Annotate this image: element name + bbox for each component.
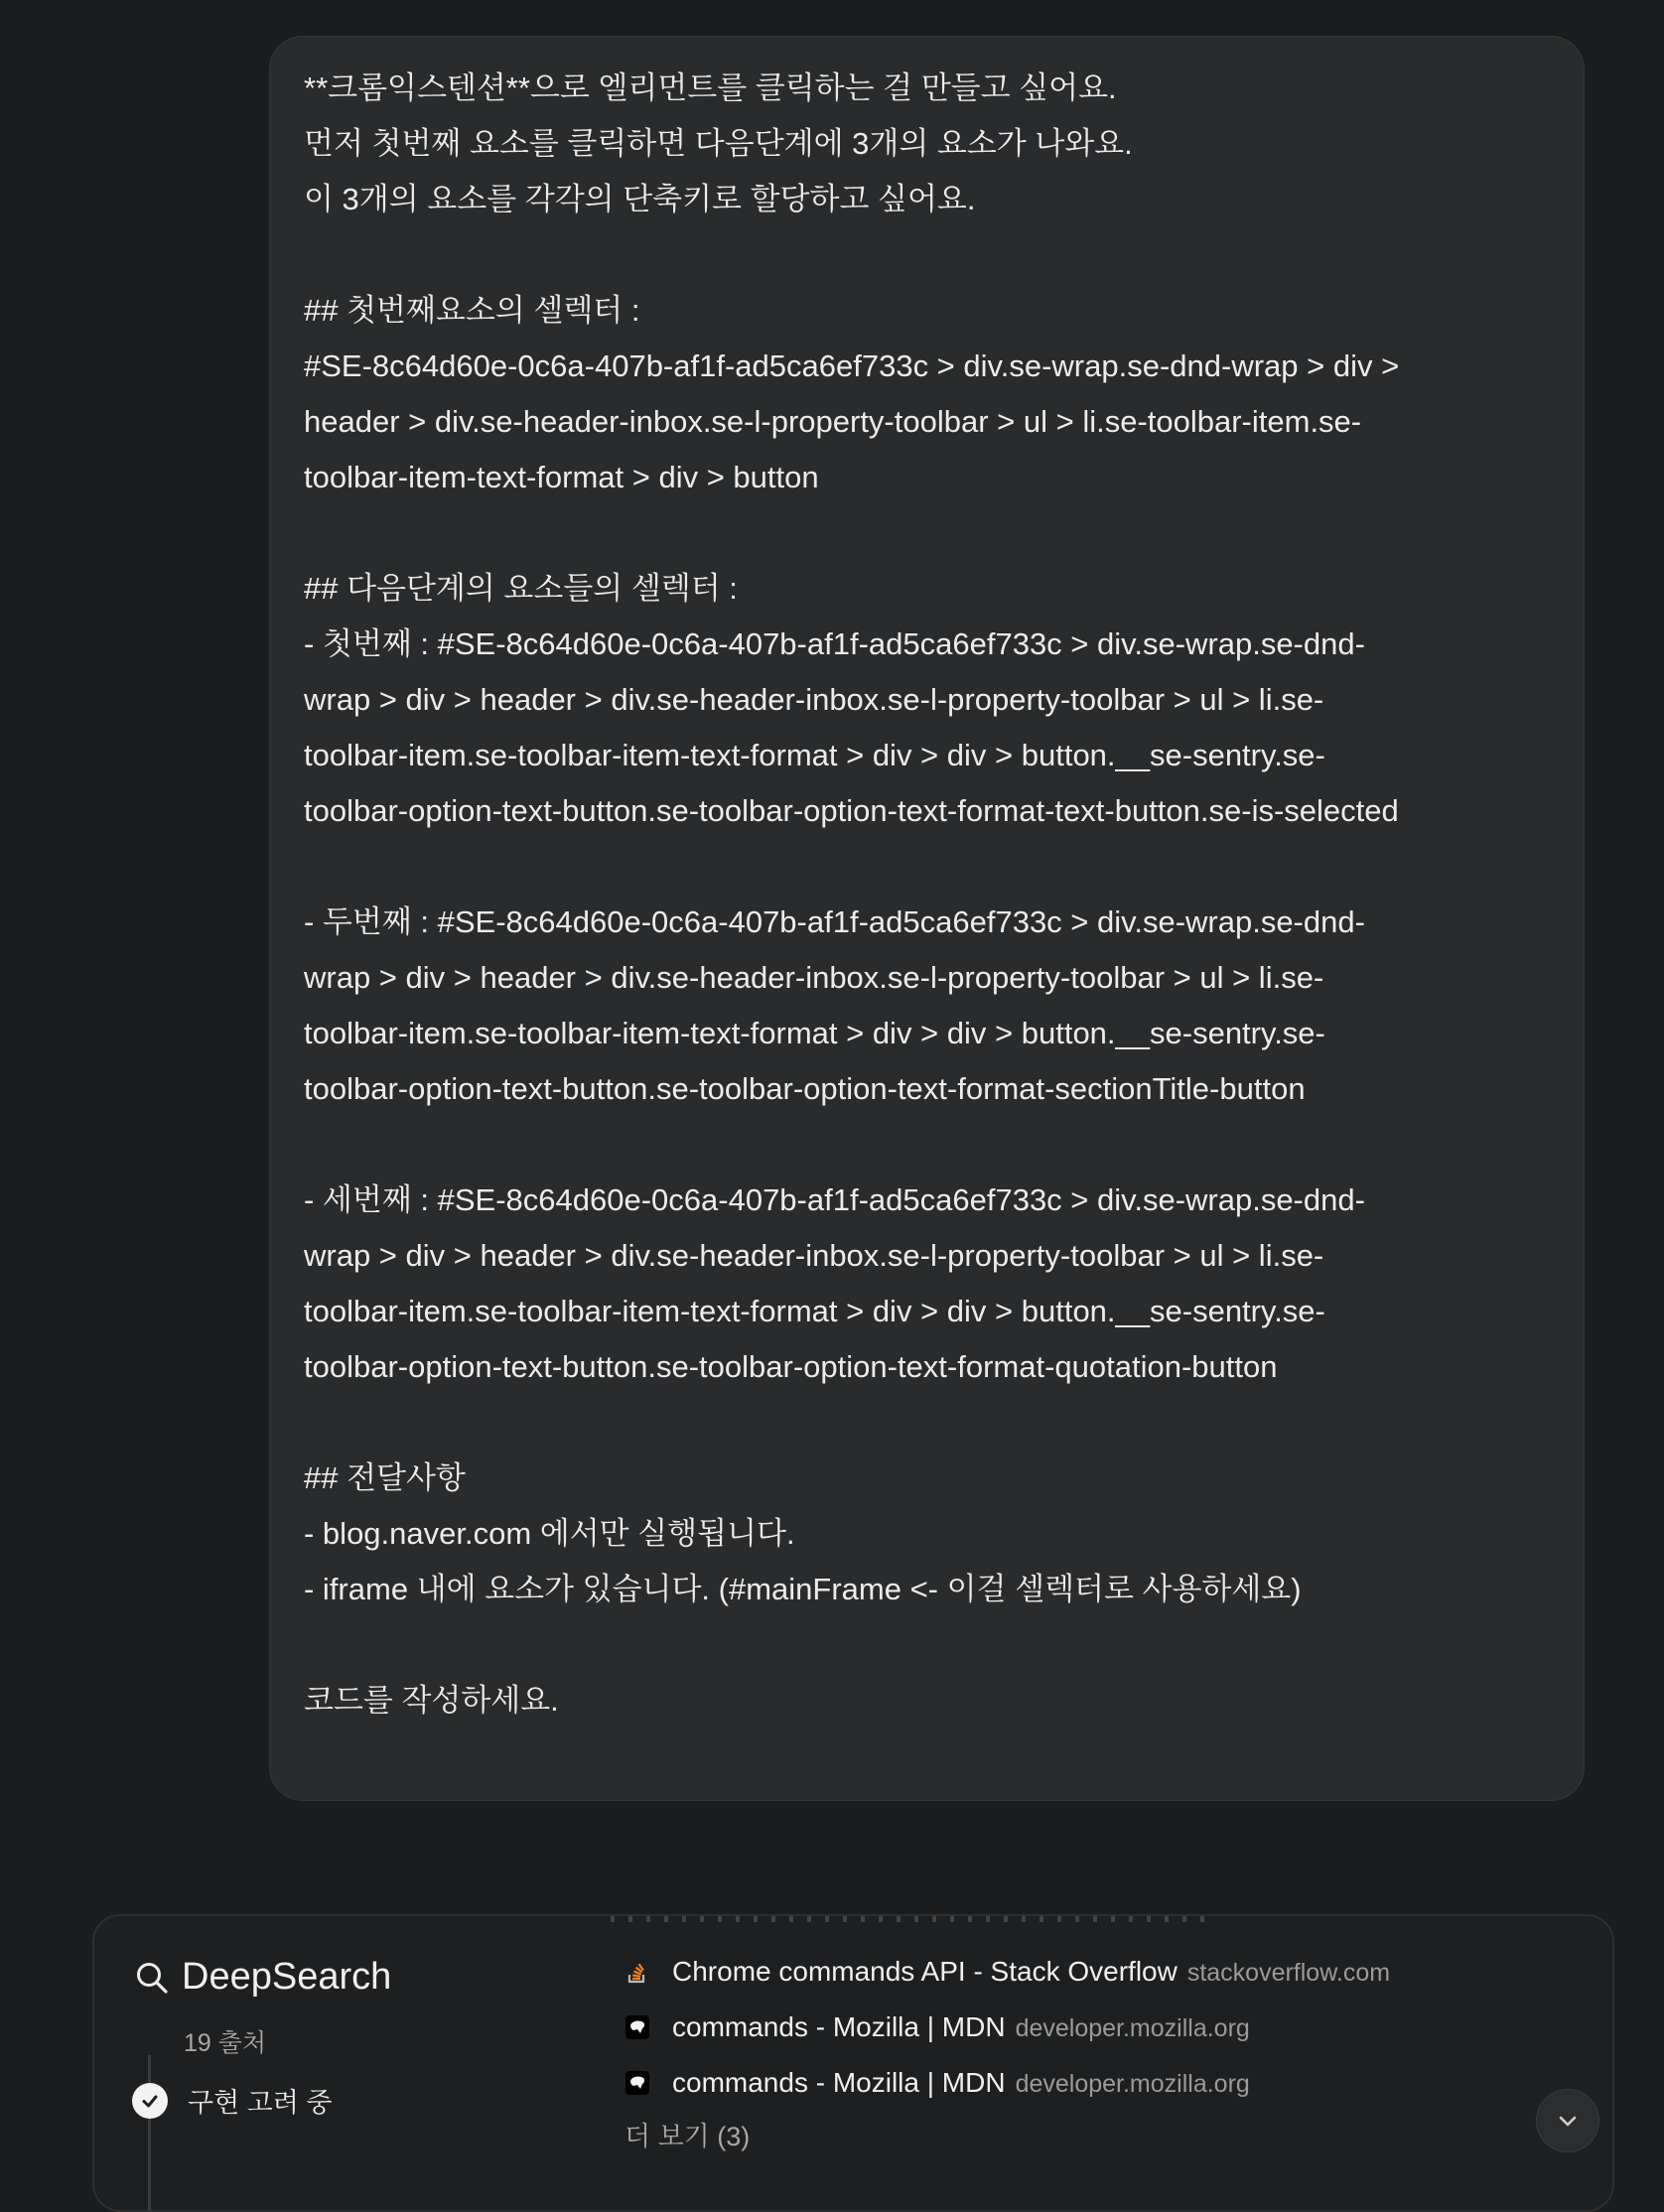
sources-count: 19 출처 [184, 2029, 267, 2057]
message-line [304, 1395, 1544, 1451]
message-line: #SE-8c64d60e-0c6a-407b-af1f-ad5ca6ef733c > div.se-wrap.se-dnd-wrap > div > [304, 348, 1400, 383]
message-line: - 첫번째 : #SE-8c64d60e-0c6a-407b-af1f-ad5ca6ef733c > div.se-wrap.se-dnd- [304, 626, 1365, 661]
mdn-icon [624, 2070, 650, 2096]
scroll-down-button[interactable] [1536, 2089, 1599, 2152]
message-line: ## 전달사항 [304, 1460, 466, 1495]
message-line [304, 227, 1544, 283]
stackoverflow-icon [624, 1959, 650, 1985]
message-line: toolbar-item-text-format > div > button [304, 460, 819, 494]
message-line [304, 1617, 1544, 1673]
message-line: - blog.naver.com 에서만 실행됩니다. [304, 1516, 795, 1551]
source-title: commands - Mozilla | MDN [672, 2067, 1006, 2098]
message-line: - iframe 내에 요소가 있습니다. (#mainFrame <- 이걸 셀렉터로 사용하세요) [304, 1572, 1302, 1606]
source-domain: developer.mozilla.org [1015, 2014, 1250, 2042]
message-line: ## 첫번째요소의 셀렉터 : [304, 293, 640, 328]
deepsearch-panel [92, 1914, 1614, 2212]
step-label: 구현 고려 중 [188, 2088, 333, 2118]
source-domain: developer.mozilla.org [1015, 2070, 1250, 2098]
message-line: ## 다음단계의 요소들의 셀렉터 : [304, 571, 738, 606]
message-line [304, 505, 1544, 561]
search-icon [134, 1960, 170, 1996]
show-more-link[interactable]: 더 보기 (3) [624, 2122, 751, 2151]
source-title: Chrome commands API - Stack Overflow [672, 1956, 1178, 1987]
message-line: toolbar-item.se-toolbar-item-text-format > div > div > button.__se-sentry.se- [304, 1016, 1325, 1050]
mdn-icon [624, 2014, 650, 2040]
user-message-text [304, 61, 1544, 1728]
source-title: commands - Mozilla | MDN [672, 2011, 1006, 2042]
message-line: - 두번째 : #SE-8c64d60e-0c6a-407b-af1f-ad5ca6ef733c > div.se-wrap.se-dnd- [304, 904, 1365, 939]
deepsearch-header[interactable] [134, 1956, 391, 1999]
source-item-mdn[interactable] [624, 2011, 1250, 2043]
thinking-step[interactable] [132, 2081, 332, 2120]
progress-rail [148, 2055, 151, 2212]
message-line: wrap > div > header > div.se-header-inbox.se-l-property-toolbar > ul > li.se- [304, 1238, 1324, 1273]
message-line: 이 3개의 요소를 각각의 단축키로 할당하고 싶어요. [304, 182, 976, 216]
message-line: - 세번째 : #SE-8c64d60e-0c6a-407b-af1f-ad5ca6ef733c > div.se-wrap.se-dnd- [304, 1182, 1365, 1217]
message-line [304, 1117, 1544, 1173]
check-icon [132, 2083, 168, 2119]
message-line: header > div.se-header-inbox.se-l-property-toolbar > ul > li.se-toolbar-item.se- [304, 404, 1362, 439]
deepsearch-title: DeepSearch [182, 1956, 392, 1998]
message-line: 코드를 작성하세요. [304, 1683, 559, 1718]
source-item-mdn[interactable] [624, 2067, 1250, 2099]
clipped-source-row [611, 1916, 1206, 1922]
message-line [304, 839, 1544, 895]
message-line: toolbar-item.se-toolbar-item-text-format > div > div > button.__se-sentry.se- [304, 738, 1325, 772]
message-line: toolbar-option-text-button.se-toolbar-option-text-format-sectionTitle-button [304, 1071, 1306, 1106]
message-line: **크롬익스텐션**으로 엘리먼트를 클릭하는 걸 만들고 싶어요. [304, 70, 1117, 105]
source-domain: stackoverflow.com [1186, 1959, 1391, 1987]
chevron-down-icon [1555, 2108, 1581, 2134]
user-message-bubble [269, 36, 1585, 1801]
message-line: wrap > div > header > div.se-header-inbox.se-l-property-toolbar > ul > li.se- [304, 960, 1324, 995]
source-item-stackoverflow[interactable] [624, 1956, 1390, 1988]
message-line: toolbar-item.se-toolbar-item-text-format > div > div > button.__se-sentry.se- [304, 1294, 1325, 1328]
message-line: toolbar-option-text-button.se-toolbar-option-text-format-text-button.se-is-selected [304, 793, 1399, 828]
message-line: 먼저 첫번째 요소를 클릭하면 다음단계에 3개의 요소가 나와요. [304, 126, 1133, 161]
message-line: toolbar-option-text-button.se-toolbar-option-text-format-quotation-button [304, 1349, 1278, 1384]
message-line: wrap > div > header > div.se-header-inbox.se-l-property-toolbar > ul > li.se- [304, 682, 1324, 717]
